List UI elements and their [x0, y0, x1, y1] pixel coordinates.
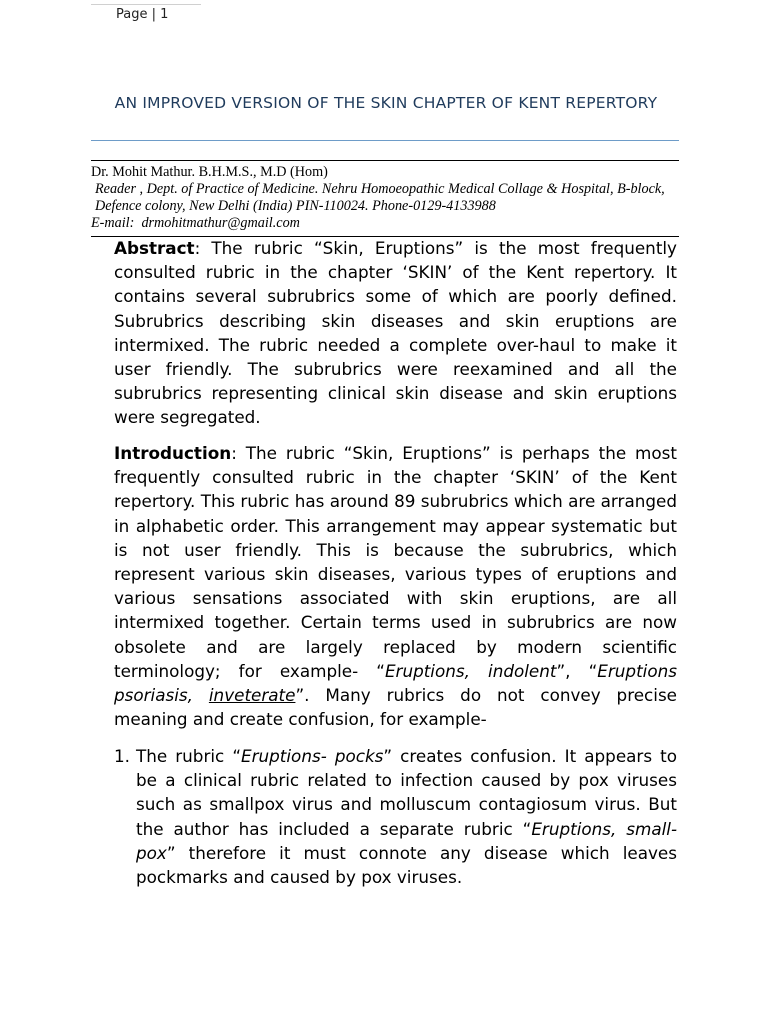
email-label: E-mail:	[91, 215, 135, 231]
list-item-text	[136, 744, 677, 889]
list-text-1: The rubric “	[136, 746, 242, 766]
abstract-section	[114, 236, 677, 430]
introduction-italic-1: Eruptions, indolent	[384, 660, 557, 681]
author-top-rule	[91, 160, 679, 161]
title-underline	[91, 140, 679, 141]
list-italic-2: Eruptions, small-pox	[136, 818, 677, 863]
list-item	[114, 744, 677, 889]
list-marker: 1.	[114, 746, 131, 766]
author-name: Dr. Mohit Mathur. B.H.M.S., M.D (Hom)	[91, 164, 328, 180]
author-email-line	[91, 215, 681, 232]
author-affiliation: Reader , Dept. of Practice of Medicine. Nehru Homoeopathic Medical Collage & Hospital, B-block, Defence colony, New Delhi (India) PIN-110024. Phone-0129-4133988	[95, 181, 665, 214]
abstract-heading: Abstract	[114, 238, 195, 258]
document-title: AN IMPROVED VERSION OF THE SKIN CHAPTER OF KENT REPERTORY	[114, 94, 658, 112]
author-block	[91, 164, 681, 232]
list-text-2: ” creates confusion. It appears to be a clinical rubric related to infection caused by pox viruses such as smallpox virus and molluscum contagiosum virus. But the author has included a separate rubric “	[136, 746, 677, 839]
abstract-text: : The rubric “Skin, Eruptions” is the most frequently consulted rubric in the chapter ‘SKIN’ of the Kent repertory. It contains several subrubrics some of which are poorly defined. Subrubrics describing skin diseases and skin eruptions are intermixed. The rubric needed a complete over-haul to make it user friendly. The subrubrics were reexamined and all the subrubrics representing clinical skin disease and skin eruptions were segregated.	[114, 238, 677, 428]
list-text-3: ” therefore it must connote any disease which leaves pockmarks and caused by pox viruses.	[136, 842, 677, 888]
introduction-italic-2: Eruptions psoriasis,	[114, 660, 677, 706]
introduction-text-3: ”. Many rubrics do not convey precise meaning and create confusion, for example-	[114, 685, 678, 730]
numbered-list	[114, 744, 677, 889]
introduction-text-1: : The rubric “Skin, Eruptions” is perhaps the most frequently consulted rubric in the chapter ‘SKIN’ of the Kent repertory. This rubric has around 89 subrubrics which are arranged in alphabetic order. This arrangement may appear systematic but is not user friendly. This is because the subrubrics, which represent various skin diseases, various types of eruptions and various sensations associated with skin eruptions, are all intermixed together. Certain terms used in subrubrics are now obsolete and are largely replaced by modern scientific terminology; for example- “	[114, 443, 677, 681]
introduction-underlined-term: inveterate	[208, 685, 296, 706]
list-italic-1: Eruptions- pocks	[241, 746, 384, 766]
introduction-text-2: ”, “	[556, 660, 598, 681]
introduction-paragraph	[114, 441, 677, 731]
introduction-heading: Introduction	[114, 443, 232, 463]
page-number: Page | 1	[116, 7, 169, 22]
abstract-paragraph	[114, 236, 677, 430]
email-address: drmohitmathur@gmail.com	[141, 215, 300, 231]
header-rule	[91, 4, 201, 5]
introduction-section	[114, 441, 677, 731]
